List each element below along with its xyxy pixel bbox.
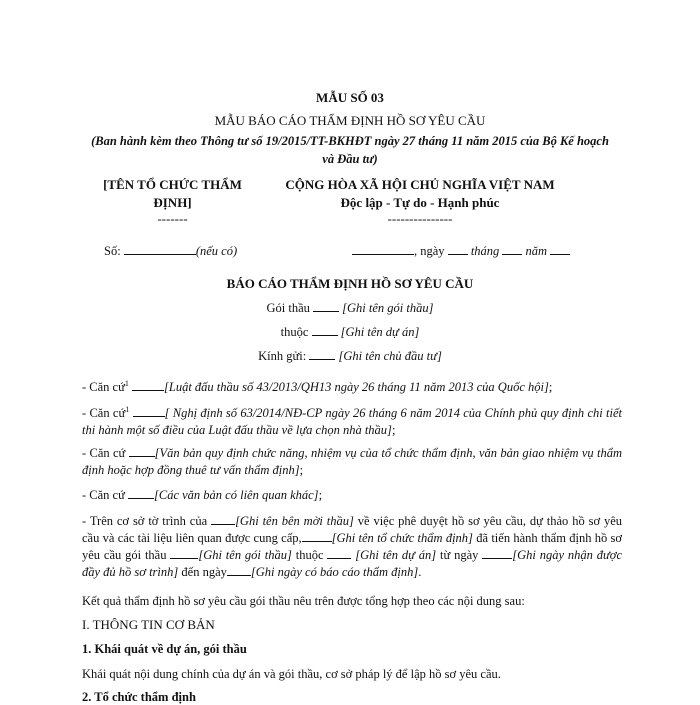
org-name-line1: [TÊN TỔ CHỨC THẨM xyxy=(103,177,242,192)
recipient-note: [Ghi tên chủ đầu tư] xyxy=(338,349,442,363)
place-blank xyxy=(352,244,414,255)
summary-line: Kết quả thẩm định hồ sơ yêu cầu gói thầu nêu trên được tổng hợp theo các nội dung sau: xyxy=(82,594,525,608)
submission-note: [Ghi tên tổ chức thẩm định] xyxy=(331,531,473,545)
issued-note: (Ban hành kèm theo Thông tư số 19/2015/TT-BKHĐT ngày 27 tháng 11 năm 2015 của Bộ Kế hoạch và Đầu tư) xyxy=(91,134,609,166)
basis-blank xyxy=(129,446,155,457)
number-note: (nếu có) xyxy=(195,244,238,258)
basis-note: [Văn bản quy định chức năng, nhiệm vụ của tổ chức thẩm định, văn bản giao nhiệm vụ thẩm định hoặc hợp đồng thuê tư vấn thẩm định] xyxy=(82,446,623,477)
basis-tail: ; xyxy=(391,423,396,438)
basis-tail: ; xyxy=(548,380,553,395)
basis-note: [Các văn bản có liên quan khác] xyxy=(154,488,319,502)
year-blank xyxy=(550,244,570,255)
submission-text: đến ngày xyxy=(181,565,227,579)
submission-note: [Ghi ngày nhận được đầy đủ hồ sơ trình] xyxy=(82,548,623,579)
project-line xyxy=(0,325,700,340)
number-blank xyxy=(124,244,196,255)
package-note: [Ghi tên gói thầu] xyxy=(342,301,434,315)
basis-mandate xyxy=(82,445,622,479)
day-blank xyxy=(448,244,468,255)
basis-other xyxy=(82,487,622,504)
basis-note: [ Nghị định số 63/2014/NĐ-CP ngày 26 tháng 6 năm 2014 của Chính phủ quy định chi tiết thi hành một số điều của Luật đấu thầu về lựa chọn nhà thầu] xyxy=(82,406,622,438)
number-label: Số: xyxy=(104,244,121,258)
submission-blank xyxy=(211,514,235,525)
form-title: MẪU BÁO CÁO THẨM ĐỊNH HỒ SƠ YÊU CẦU xyxy=(214,113,486,128)
submission-text: - Trên cơ sở tờ trình của xyxy=(82,514,208,528)
recipient-label: Kính gửi: xyxy=(258,349,307,363)
country-header xyxy=(270,176,570,226)
country-motto: Độc lập - Tự do - Hạnh phúc xyxy=(340,195,500,210)
org-dashes: ------- xyxy=(157,211,188,226)
org-name-line2: ĐỊNH] xyxy=(153,195,192,210)
basis-blank xyxy=(128,488,154,499)
package-line xyxy=(0,301,700,316)
submission-blank xyxy=(482,548,512,559)
document-number xyxy=(104,244,237,259)
basis-footnote: 1 xyxy=(124,379,129,388)
report-title: BÁO CÁO THẨM ĐỊNH HỒ SƠ YÊU CẦU xyxy=(226,276,474,291)
country-dashes: --------------- xyxy=(387,211,453,226)
org-header xyxy=(85,176,260,226)
package-label: Gói thầu xyxy=(266,301,310,315)
project-label: thuộc xyxy=(280,325,309,339)
submission-blank xyxy=(227,565,251,576)
recipient-blank xyxy=(309,349,335,360)
basis-tail: ; xyxy=(299,463,304,477)
submission-paragraph xyxy=(82,513,622,581)
date-day-label: , ngày xyxy=(414,244,445,258)
recipient-line xyxy=(0,349,700,364)
project-note: [Ghi tên dự án] xyxy=(340,325,420,339)
submission-note: [Ghi tên bên mời thầu] xyxy=(235,514,354,528)
subsection-heading-2: 2. Tổ chức thẩm định xyxy=(82,690,196,704)
basis-tail: ; xyxy=(318,488,323,502)
submission-text: . xyxy=(418,565,422,579)
form-code: MẪU SỐ 03 xyxy=(316,90,384,105)
submission-text: từ ngày xyxy=(439,548,479,562)
basis-prefix: - Căn cứ xyxy=(82,446,126,460)
basis-blank xyxy=(132,380,164,391)
submission-note: [Ghi ngày có báo cáo thẩm định] xyxy=(250,565,419,579)
submission-note: [Ghi tên dự án] xyxy=(355,548,437,562)
document-date xyxy=(352,244,570,259)
basis-note: [Luật đấu thầu số 43/2013/QH13 ngày 26 tháng 11 năm 2013 của Quốc hội] xyxy=(164,380,549,395)
submission-note: [Ghi tên gói thầu] xyxy=(198,548,292,562)
basis-decree xyxy=(82,401,622,439)
basis-prefix: - Căn cứ xyxy=(82,380,125,395)
submission-blank xyxy=(170,548,198,559)
country-name: CỘNG HÒA XÃ HỘI CHỦ NGHĨA VIỆT NAM xyxy=(285,177,555,192)
basis-footnote: 1 xyxy=(125,405,130,414)
package-blank xyxy=(313,301,339,312)
basis-law xyxy=(82,375,622,396)
subsection-heading-1: 1. Khái quát về dự án, gói thầu xyxy=(82,642,247,656)
month-blank xyxy=(502,244,522,255)
submission-text: về việc phê duyệt hồ sơ yêu cầu, dự thảo hồ sơ yêu cầu và các tài liệu liên quan được cung cấp, xyxy=(82,514,623,545)
basis-prefix: - Căn cứ xyxy=(82,406,126,421)
submission-blank xyxy=(302,531,332,542)
date-month-label: tháng xyxy=(470,244,500,258)
section-heading-1: I. THÔNG TIN CƠ BẢN xyxy=(82,617,215,632)
submission-text: đã tiến hành thẩm định hồ sơ yêu cầu gói thầu xyxy=(82,531,622,562)
date-year-label: năm xyxy=(525,244,548,258)
submission-blank xyxy=(327,548,351,559)
basis-prefix: - Căn cứ xyxy=(82,488,125,502)
basis-blank xyxy=(133,406,165,417)
submission-text: thuộc xyxy=(295,548,324,562)
project-blank xyxy=(312,325,338,336)
subsection-text-1: Khái quát nội dung chính của dự án và gói thầu, cơ sở pháp lý để lập hồ sơ yêu cầu. xyxy=(82,667,501,681)
